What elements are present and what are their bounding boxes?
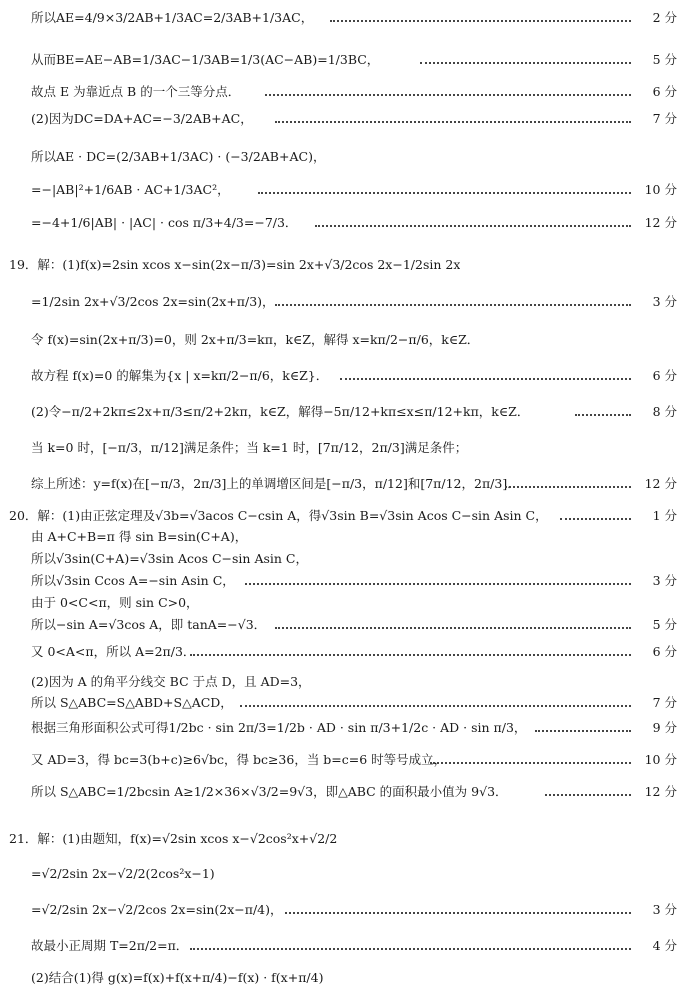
solution-line-text: 令 f(x)=sin(2x+π/3)=0，则 2x+π/3=kπ，k∈Z，解得 x=kπ/2−π/6，k∈Z．: [31, 332, 480, 347]
solution-line: [0, 366, 693, 386]
solution-line: [0, 438, 693, 458]
dot-leader: [258, 192, 631, 195]
solution-line: [0, 693, 693, 713]
solution-line-text: =√2/2sin 2x−√2/2(2cos²x−1): [31, 866, 215, 881]
solution-line-text: 所以−sin A=√3cos A，即 tanA=−√3．: [31, 617, 267, 632]
dot-leader: [340, 378, 631, 381]
solution-line: [0, 750, 693, 770]
solution-line-text: 所以 S△ABC=S△ABD+S△ACD，: [31, 695, 233, 710]
solution-line-text: 所以AE · DC=(2/3AB+1/3AC) · (−3/2AB+AC)，: [31, 149, 326, 164]
solution-line: [0, 109, 693, 129]
solution-line-text: 20．解：(1)由正弦定理及√3b=√3acos C−csin A，得√3sin B=√3sin Acos C−sin Asin C，: [9, 508, 548, 523]
solution-line: [0, 864, 693, 884]
solution-line-text: (2)因为 A 的角平分线交 BC 于点 D，且 AD=3，: [31, 674, 311, 689]
solution-line: [0, 255, 693, 275]
solution-line-text: 综上所述：y=f(x)在[−π/3，2π/3]上的单调增区间是[−π/3，π/12]和[7π/12，2π/3]．: [31, 476, 520, 491]
dot-leader: [430, 762, 631, 765]
score-label: 3 分: [652, 294, 677, 309]
dot-leader: [245, 583, 631, 586]
solution-line: [0, 571, 693, 591]
solution-line-text: 故方程 f(x)=0 的解集为{x | x=kπ/2−π/6，k∈Z}．: [31, 368, 329, 383]
solution-line: [0, 147, 693, 167]
solution-line-text: 由 A+C+B=π 得 sin B=sin(C+A)，: [31, 529, 248, 544]
score-label: 10 分: [644, 182, 677, 197]
score-label: 1 分: [652, 508, 677, 523]
solution-line-text: 当 k=0 时，[−π/3，π/12]满足条件；当 k=1 时，[7π/12，2π/3]满足条件；: [31, 440, 468, 455]
score-label: 2 分: [652, 10, 677, 25]
solution-line-text: (2)结合(1)得 g(x)=f(x)+f(x+π/4)−f(x) · f(x+π/4): [31, 970, 324, 985]
solution-line: [0, 330, 693, 350]
solution-line-text: 21．解：(1)由题知，f(x)=√2sin xcos x−√2cos²x+√2/2: [9, 831, 338, 846]
solution-line: [0, 900, 693, 920]
score-label: 12 分: [644, 784, 677, 799]
solution-line: [0, 474, 693, 494]
dot-leader: [505, 486, 631, 489]
score-label: 12 分: [644, 476, 677, 491]
solution-line: [0, 672, 693, 692]
score-label: 7 分: [652, 695, 677, 710]
solution-line: [0, 8, 693, 28]
score-label: 12 分: [644, 215, 677, 230]
solution-line-text: 由于 0<C<π，则 sin C>0，: [31, 595, 199, 610]
dot-leader: [265, 94, 631, 97]
solution-line-text: 所以AE=4/9×3/2AB+1/3AC=2/3AB+1/3AC，: [31, 10, 314, 25]
solution-line-text: =1/2sin 2x+√3/2cos 2x=sin(2x+π/3)，: [31, 294, 275, 309]
solution-line: [0, 615, 693, 635]
solution-line: [0, 527, 693, 547]
score-label: 6 分: [652, 84, 677, 99]
dot-leader: [285, 912, 631, 915]
solution-line-text: 从而BE=AE−AB=1/3AC−1/3AB=1/3(AC−AB)=1/3BC，: [31, 52, 380, 67]
solution-line: [0, 506, 693, 526]
score-label: 10 分: [644, 752, 677, 767]
score-label: 7 分: [652, 111, 677, 126]
solution-line: [0, 718, 693, 738]
score-label: 3 分: [652, 573, 677, 588]
solution-line-text: 所以√3sin(C+A)=√3sin Acos C−sin Asin C，: [31, 551, 308, 566]
score-label: 9 分: [652, 720, 677, 735]
dot-leader: [275, 304, 631, 307]
solution-line: [0, 213, 693, 233]
dot-leader: [575, 414, 631, 417]
dot-leader: [545, 794, 631, 797]
dot-leader: [275, 121, 631, 124]
solution-line: [0, 642, 693, 662]
solution-line: [0, 292, 693, 312]
solution-line-text: 所以 S△ABC=1/2bcsin A≥1/2×36×√3/2=9√3，即△ABC 的面积最小值为 9√3．: [31, 784, 508, 799]
solution-line: [0, 936, 693, 956]
dot-leader: [315, 225, 631, 228]
solution-line: [0, 82, 693, 102]
solution-line: [0, 829, 693, 849]
solution-line: [0, 782, 693, 802]
score-label: 3 分: [652, 902, 677, 917]
solution-line: [0, 180, 693, 200]
solution-line: [0, 549, 693, 569]
score-label: 5 分: [652, 617, 677, 632]
solution-line-text: 所以√3sin Ccos A=−sin Asin C，: [31, 573, 235, 588]
solution-line-text: =−4+1/6|AB| · |AC| · cos π/3+4/3=−7/3．: [31, 215, 298, 230]
dot-leader: [190, 948, 631, 951]
solution-line: [0, 50, 693, 70]
dot-leader: [560, 518, 631, 521]
score-label: 5 分: [652, 52, 677, 67]
solution-line-text: =√2/2sin 2x−√2/2cos 2x=sin(2x−π/4)，: [31, 902, 283, 917]
score-label: 4 分: [652, 938, 677, 953]
solution-line-text: 又 AD=3，得 bc=3(b+c)≥6√bc，得 bc≥36，当 b=c=6 时等号成立，: [31, 752, 447, 767]
solution-line-text: 故最小正周期 T=2π/2=π．: [31, 938, 189, 953]
solution-line: [0, 593, 693, 613]
dot-leader: [190, 654, 631, 657]
dot-leader: [420, 62, 631, 65]
score-label: 6 分: [652, 368, 677, 383]
score-label: 8 分: [652, 404, 677, 419]
solution-line-text: (2)令−π/2+2kπ≤2x+π/3≤π/2+2kπ，k∈Z，解得−5π/12+kπ≤x≤π/12+kπ，k∈Z．: [31, 404, 530, 419]
dot-leader: [535, 730, 631, 733]
solution-line-text: 19．解：(1)f(x)=2sin xcos x−sin(2x−π/3)=sin 2x+√3/2cos 2x−1/2sin 2x: [9, 257, 461, 272]
dot-leader: [275, 627, 631, 630]
dot-leader: [330, 20, 631, 23]
solution-line-text: 根据三角形面积公式可得1/2bc · sin 2π/3=1/2b · AD · sin π/3+1/2c · AD · sin π/3，: [31, 720, 527, 735]
solution-line: [0, 968, 693, 988]
solution-line-text: 故点 E 为靠近点 B 的一个三等分点．: [31, 84, 241, 99]
score-label: 6 分: [652, 644, 677, 659]
solution-line: [0, 402, 693, 422]
solution-line-text: (2)因为DC=DA+AC=−3/2AB+AC，: [31, 111, 253, 126]
dot-leader: [240, 705, 631, 708]
solution-line-text: 又 0<A<π，所以 A=2π/3．: [31, 644, 196, 659]
solution-line-text: =−|AB|²+1/6AB · AC+1/3AC²，: [31, 182, 230, 197]
